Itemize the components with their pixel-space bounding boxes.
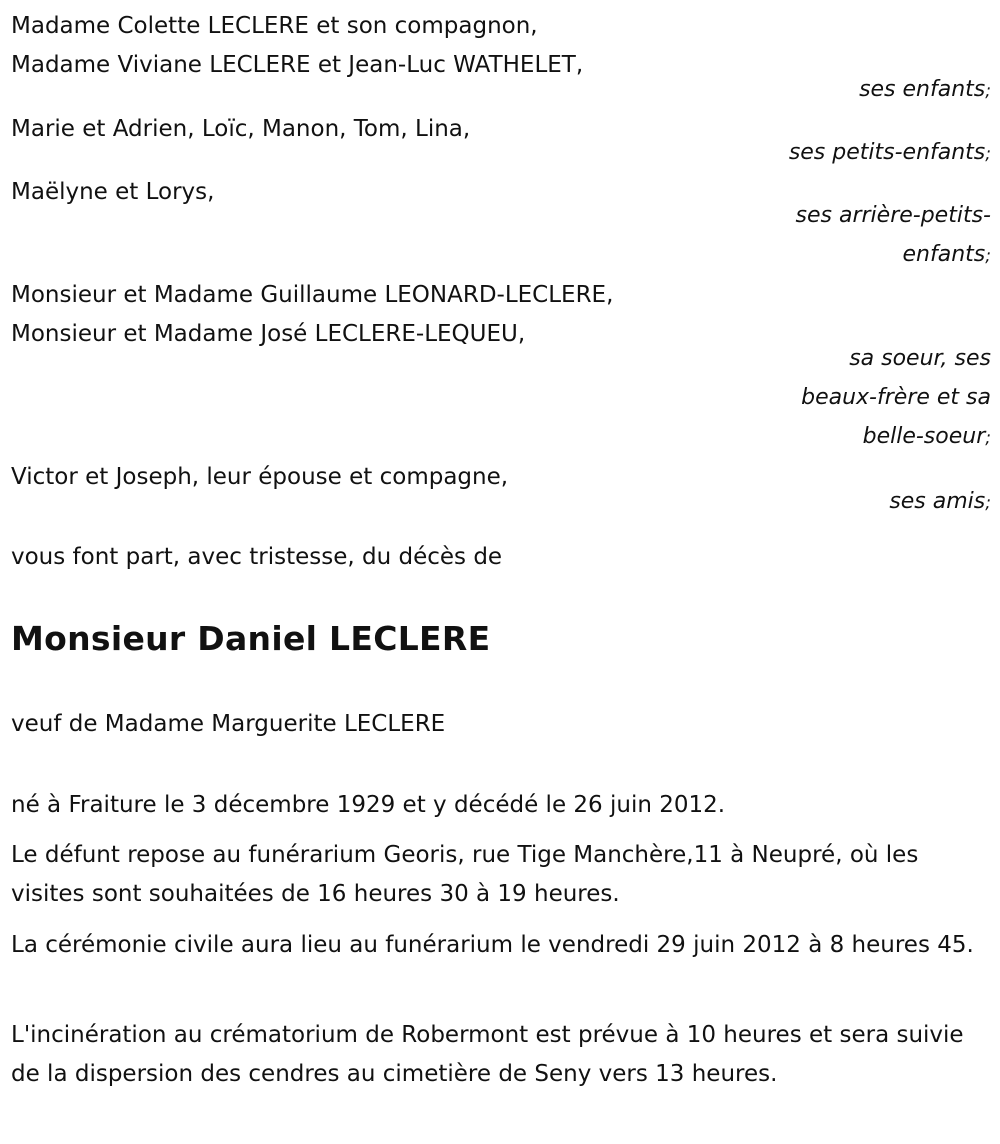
relation-label-grandchildren: ses petits-enfants; [788, 140, 991, 165]
announcement-text: vous font part, avec tristesse, du décès de [11, 544, 503, 570]
family-group-great-grandchildren [11, 173, 214, 212]
relation-terminator: ; [985, 428, 991, 448]
relation-label-siblings: sa soeur, ses beaux-frère et sa belle-soeur; [801, 346, 991, 449]
family-name-line: Monsieur et Madame José LECLERE-LEQUEU, [11, 321, 526, 347]
family-name-line: Marie et Adrien, Loïc, Manon, Tom, Lina, [11, 116, 471, 142]
relation-terminator: ; [985, 81, 991, 101]
family-name-line: Madame Viviane LECLERE et Jean-Luc WATHELET, [11, 52, 584, 78]
family-names [11, 7, 583, 85]
family-group-friends [11, 458, 508, 497]
family-name-line: Maëlyne et Lorys, [11, 179, 215, 205]
relation-label-great-grandchildren: ses arrière-petits- enfants; [795, 203, 991, 267]
relation-terminator: ; [985, 493, 991, 513]
widower-of-text: veuf de Madame Marguerite LECLERE [11, 711, 446, 737]
family-name-line: Monsieur et Madame Guillaume LEONARD-LECLERE, [11, 282, 614, 308]
relation-terminator: ; [985, 144, 991, 164]
family-name-line: Madame Colette LECLERE et son compagnon, [11, 13, 538, 39]
family-group-siblings [11, 276, 613, 354]
funeral-home-details: Le défunt repose au funérarium Georis, rue Tige Manchère,11 à Neupré, où les visites sont souhaitées de 16 heures 30 à 19 heures. [11, 842, 919, 907]
birth-death-details: né à Fraiture le 3 décembre 1929 et y décédé le 26 juin 2012. [11, 792, 726, 818]
family-name-line: Victor et Joseph, leur épouse et compagne, [11, 464, 509, 490]
deceased-name: Monsieur Daniel LECLERE [11, 619, 491, 658]
cremation-details: L'incinération au crématorium de Robermont est prévue à 10 heures et sera suivie de la dispersion des cendres au cimetière de Seny vers 13 heures. [11, 1022, 964, 1087]
ceremony-details: La cérémonie civile aura lieu au funérarium le vendredi 29 juin 2012 à 8 heures 45. [11, 932, 974, 958]
relation-label-children: ses enfants; [859, 77, 991, 102]
family-group-grandchildren [11, 110, 470, 149]
relation-label-friends: ses amis; [889, 489, 991, 514]
relation-terminator: ; [985, 246, 991, 266]
